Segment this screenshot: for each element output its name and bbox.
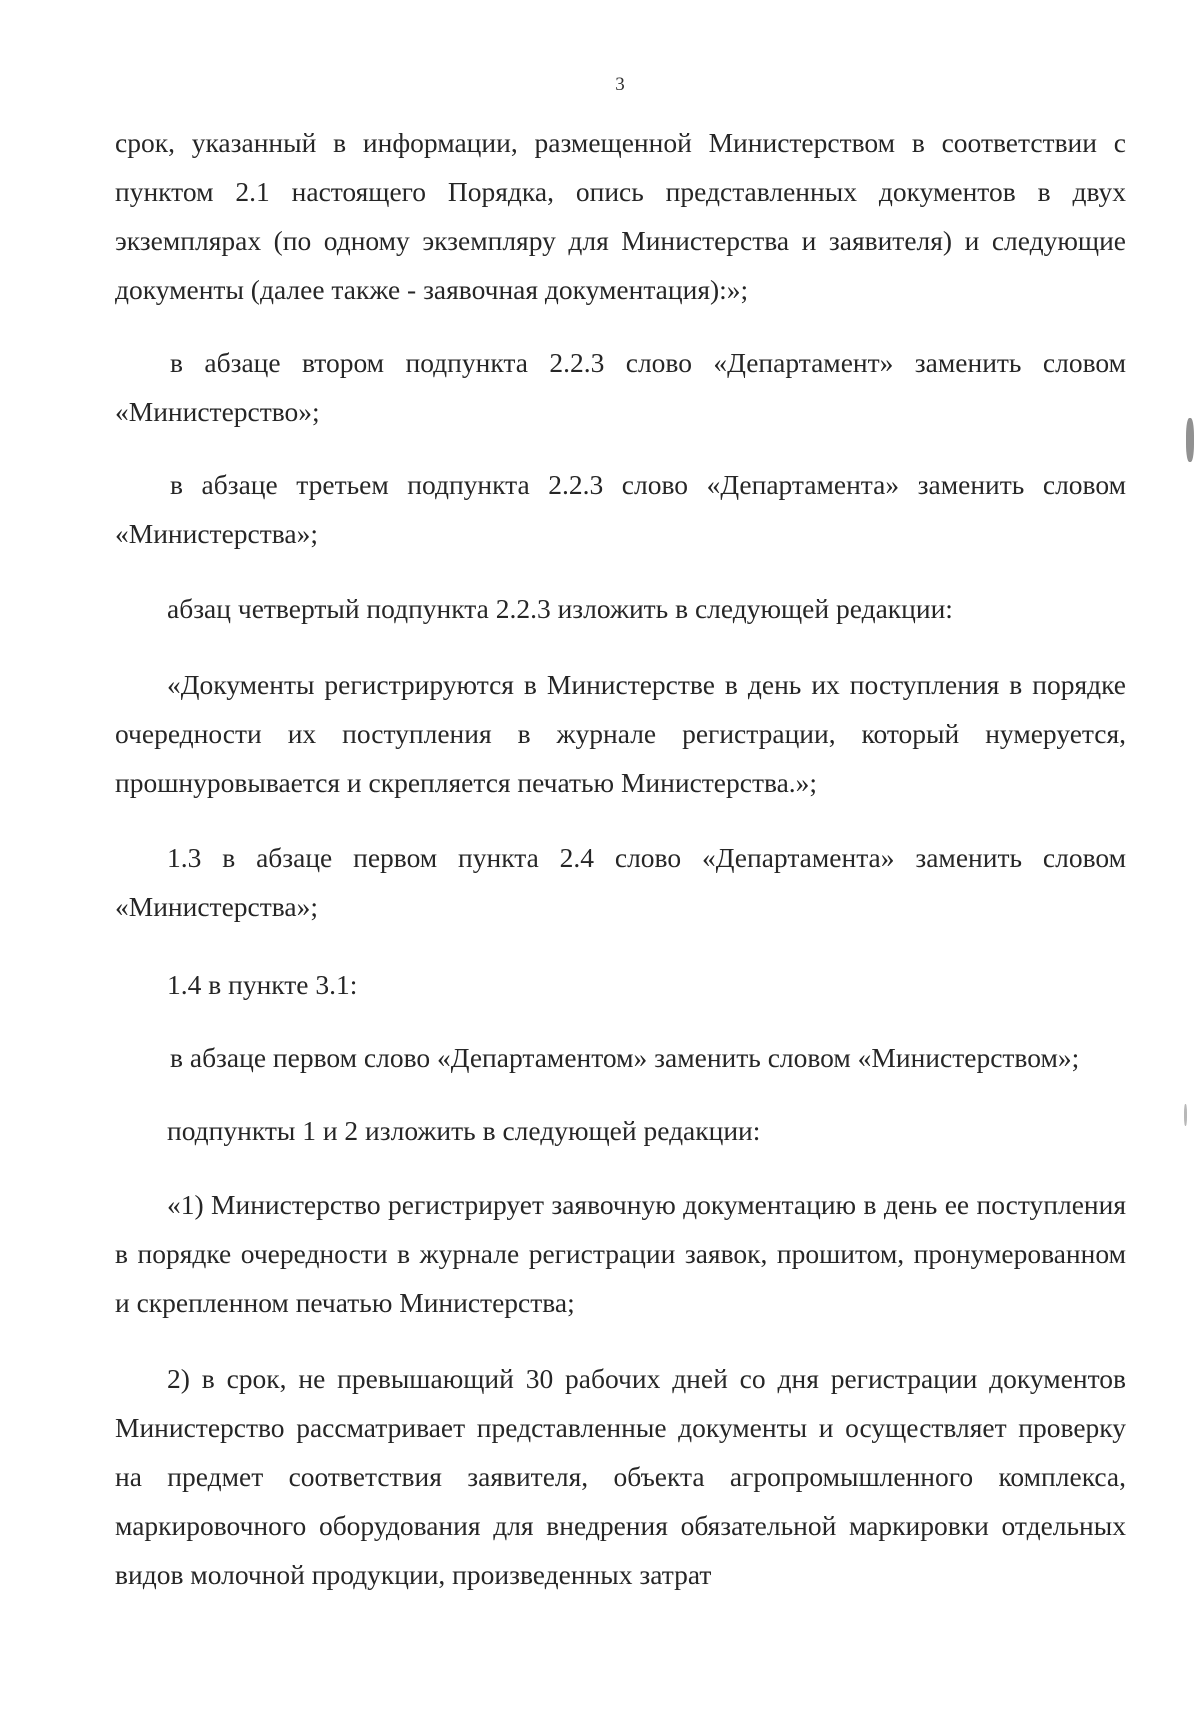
paragraph-2: в абзаце втором подпункта 2.2.3 слово «Департамент» заменить словом «Министерство»;: [115, 347, 1126, 427]
paragraph-8: в абзаце первом слово «Департаментом» заменить словом «Министерством»;: [170, 1042, 1080, 1073]
paragraph-5: «Документы регистрируются в Министерстве в день их поступления в порядке очередности их поступления в журнале регистрации, который нумеруется, прошнуровывается и скрепляется печатью Министерства.»;: [115, 669, 1126, 798]
scan-artifact: [1186, 418, 1194, 462]
paragraph-11: 2) в срок, не превышающий 30 рабочих дней со дня регистрации документов Министерство рассматривает представленные документы и осуществляет проверку на предмет соответствия заявителя, объекта агропромышленного комплекса, маркировочного оборудования для внедрения обязательной маркировки отдельных видов молочной продукции, произведенных затрат: [115, 1363, 1126, 1590]
paragraph-1: срок, указанный в информации, размещенной Министерством в соответствии с пунктом 2.1 настоящего Порядка, опись представленных документов в двух экземплярах (по одному экземпляру для Министерства и заявителя) и следующие документы (далее также - заявочная документация):»;: [115, 127, 1126, 305]
paragraph-9: подпункты 1 и 2 изложить в следующей редакции:: [167, 1115, 761, 1146]
paragraph-6: 1.3 в абзаце первом пункта 2.4 слово «Департамента» заменить словом «Министерства»;: [115, 842, 1126, 922]
paragraph-10: «1) Министерство регистрирует заявочную документацию в день ее поступления в порядке очередности в журнале регистрации заявок, прошитом, пронумерованном и скрепленном печатью Министерства;: [115, 1189, 1126, 1318]
page-number: 3: [615, 74, 625, 95]
paragraph-7: 1.4 в пункте 3.1:: [167, 969, 358, 1000]
scan-artifact: [1184, 1104, 1187, 1126]
paragraph-3: в абзаце третьем подпункта 2.2.3 слово «Департамента» заменить словом «Министерства»;: [115, 469, 1126, 549]
paragraph-4: абзац четвертый подпункта 2.2.3 изложить в следующей редакции:: [167, 593, 953, 624]
